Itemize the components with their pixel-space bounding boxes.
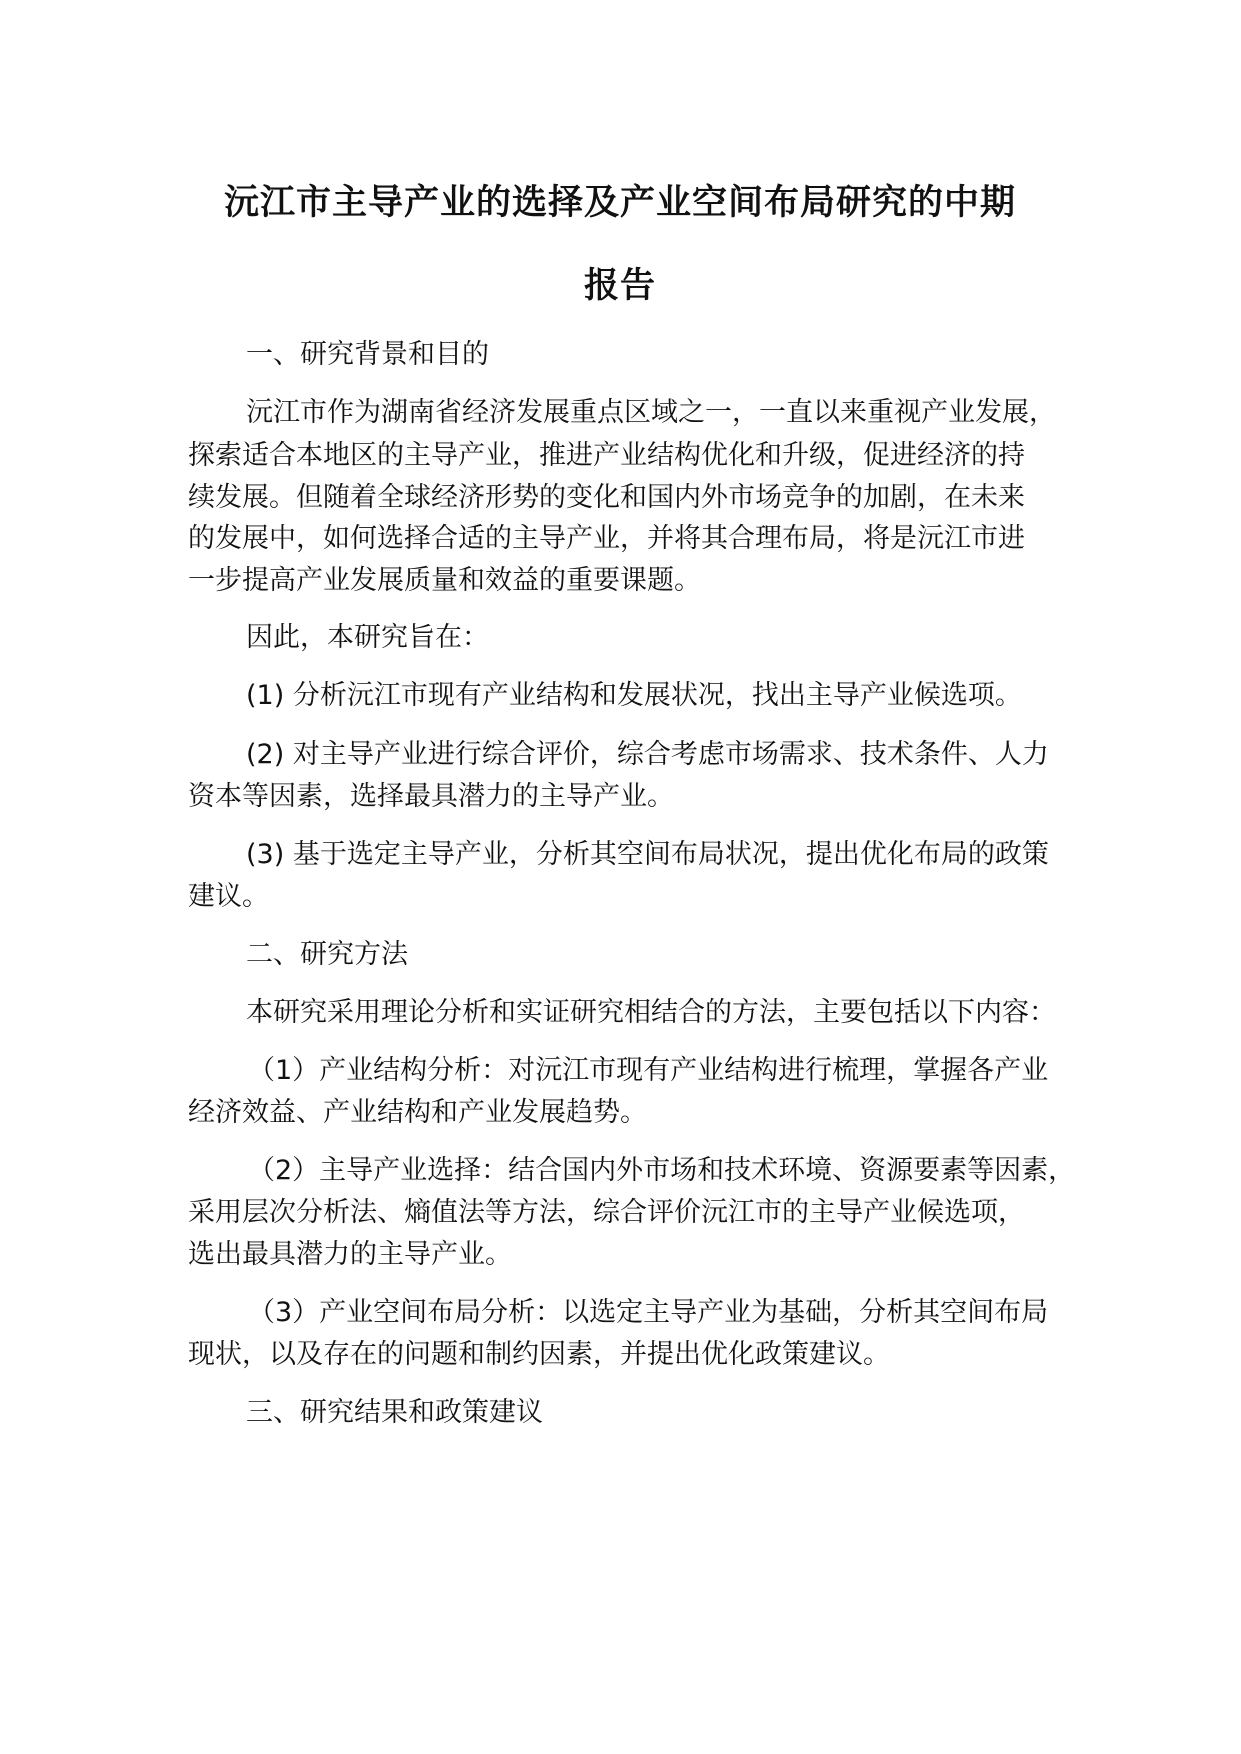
list-item-continuation: 选出最具潜力的主导产业。: [188, 1239, 512, 1270]
list-item-continuation: 资本等因素，选择最具潜力的主导产业。: [188, 781, 674, 812]
document-title-line-1: 沅江市主导产业的选择及产业空间布局研究的中期: [223, 183, 1016, 223]
document-title-line-2: 报告: [583, 266, 656, 306]
section-heading-1: 一、研究背景和目的: [246, 339, 489, 370]
list-item: (2) 对主导产业进行综合评价，综合考虑市场需求、技术条件、人力: [246, 739, 1049, 770]
section-heading-2: 二、研究方法: [246, 939, 408, 970]
paragraph-line: 的发展中，如何选择合适的主导产业，并将其合理布局，将是沅江市进: [188, 523, 1025, 554]
paragraph-line: 本研究采用理论分析和实证研究相结合的方法，主要包括以下内容：: [246, 997, 1056, 1028]
paragraph-line: 探索适合本地区的主导产业，推进产业结构优化和升级，促进经济的持: [188, 440, 1025, 471]
section-heading-3: 三、研究结果和政策建议: [246, 1397, 543, 1428]
list-item: (1) 分析沅江市现有产业结构和发展状况，找出主导产业候选项。: [246, 680, 1022, 711]
list-item: （3）产业空间布局分析：以选定主导产业为基础，分析其空间布局: [248, 1297, 1049, 1328]
paragraph-line: 一步提高产业发展质量和效益的重要课题。: [188, 565, 701, 596]
list-item: (3) 基于选定主导产业，分析其空间布局状况，提出优化布局的政策: [246, 839, 1049, 870]
list-item-continuation: 建议。: [188, 881, 269, 912]
list-item: （2）主导产业选择：结合国内外市场和技术环境、资源要素等因素，: [248, 1155, 1076, 1186]
list-item-continuation: 现状，以及存在的问题和制约因素，并提出优化政策建议。: [188, 1339, 890, 1370]
paragraph-line: 沅江市作为湖南省经济发展重点区域之一，一直以来重视产业发展，: [246, 397, 1056, 428]
paragraph-line: 续发展。但随着全球经济形势的变化和国内外市场竞争的加剧，在未来: [188, 482, 1025, 513]
list-item-continuation: 经济效益、产业结构和产业发展趋势。: [188, 1097, 647, 1128]
paragraph-line: 因此，本研究旨在：: [246, 622, 489, 653]
list-item-continuation: 采用层次分析法、熵值法等方法，综合评价沅江市的主导产业候选项，: [188, 1197, 1025, 1228]
list-item: （1）产业结构分析：对沅江市现有产业结构进行梳理，掌握各产业: [248, 1055, 1049, 1086]
